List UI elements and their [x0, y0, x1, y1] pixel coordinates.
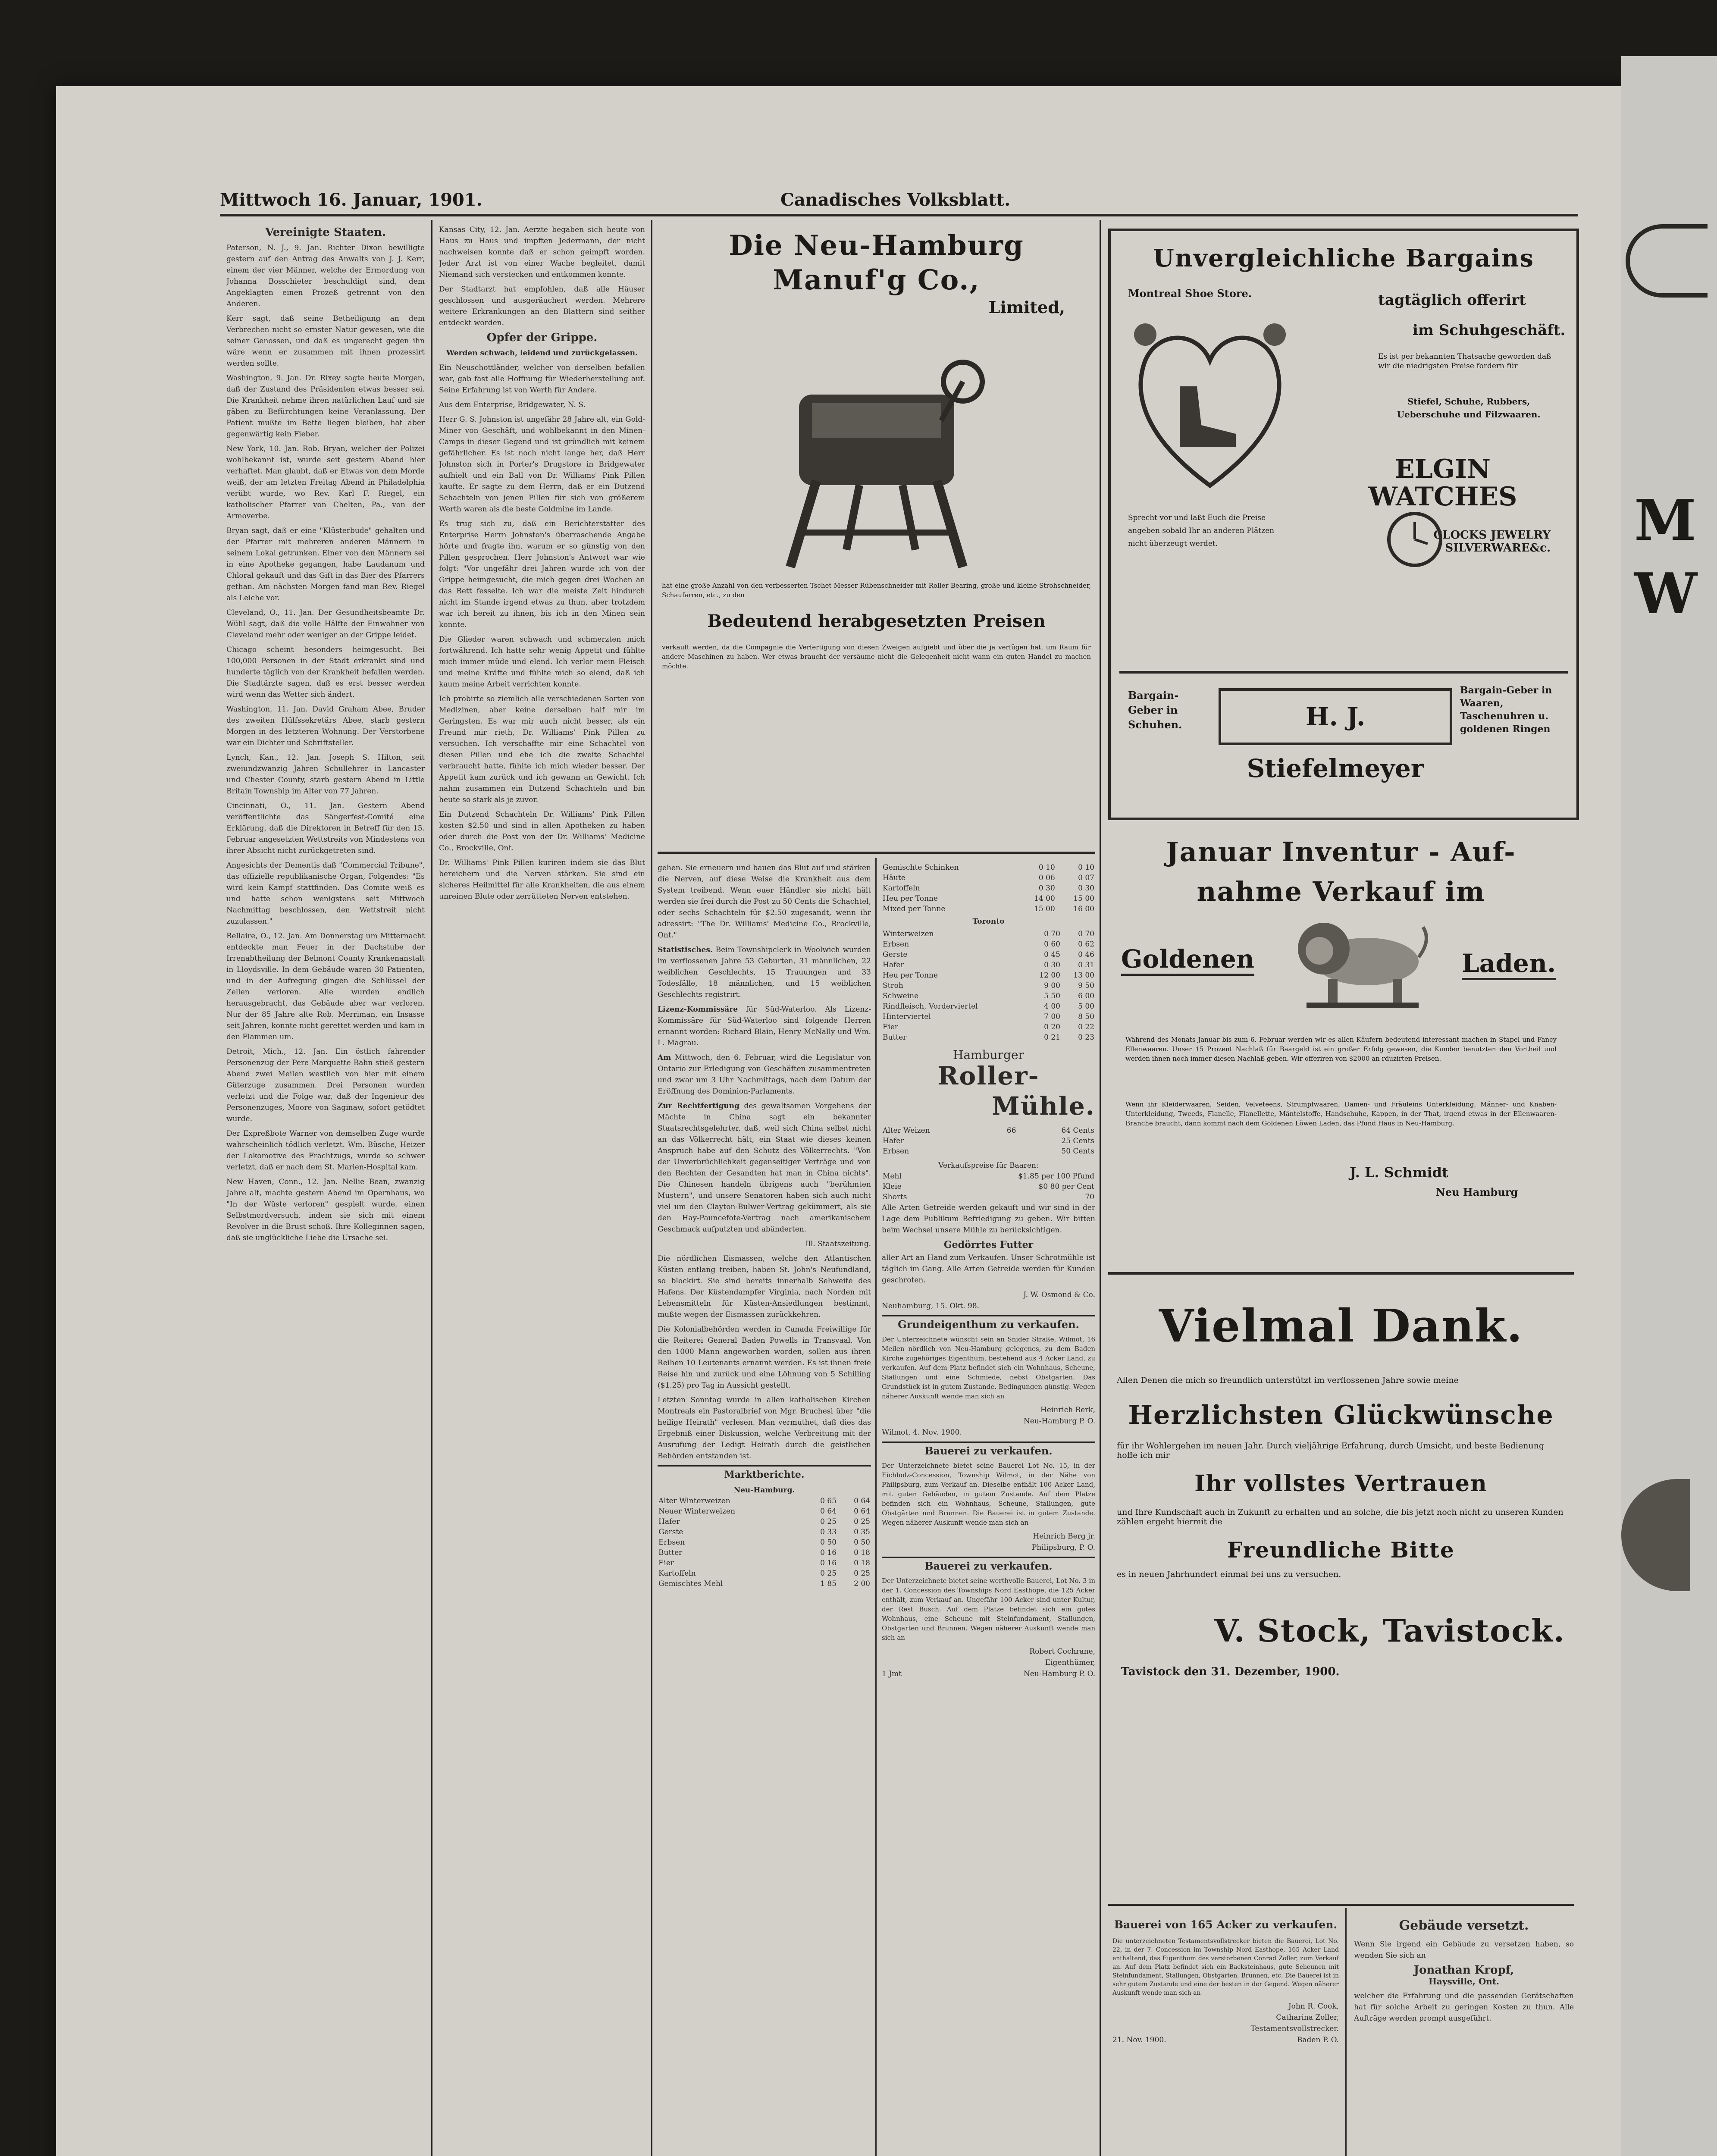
newspaper-title: Canadisches Volksblatt.	[780, 190, 1011, 210]
leg	[846, 485, 859, 550]
toronto-price-row	[882, 929, 1095, 939]
toronto-price-label: Heu per Tonne	[883, 971, 938, 980]
bargains-title: Unvergleichliche Bargains	[1153, 244, 1534, 273]
price-value: 14 00	[1034, 894, 1055, 903]
edge-letter: M	[1634, 487, 1696, 553]
toronto-price-label: Winterweizen	[883, 930, 934, 938]
market-row	[658, 1537, 871, 1548]
edge-letter: W	[1634, 561, 1697, 627]
market-value: 0 50	[820, 1538, 837, 1547]
price-value: 16 00	[1073, 905, 1094, 913]
toronto-price-row	[882, 1022, 1095, 1032]
store-name: Montreal Shoe Store.	[1128, 287, 1252, 300]
toronto-price-value: 0 21	[1044, 1033, 1060, 1042]
building-text: Wenn Sie irgend ein Gebäude zu versetzen haben, so wenden Sie sich an	[1354, 1940, 1574, 1960]
toronto-price-row	[882, 960, 1095, 970]
news-item: New York, 10. Jan. Rob. Bryan, welcher der Polizei wohlbekannt ist, wurde seit gestern Abend hier verhaftet. Man glaubt, daß er Etwas von dem Morde weiß, der am letzten Freitag Abend in Philadelphia verübt wurde, wo Rev. Karl F. Riegel, ein katholischer Pfarrer von Chelten, Pa., von der Armoverbe.	[226, 445, 425, 520]
toronto-price-value: 5 00	[1078, 1002, 1094, 1011]
article-para: Die Glieder waren schwach und schmerzten mich fortwährend. Ich hatte sehr wenig Appetit und fühlte mich immer müde und elend. Ich verlor mein Fleisch und meine Kräfte und fühlte mich so elend, daß ich kaum meine Arbeit verrichten konnte.	[439, 635, 645, 689]
item-text: Beim Townshipclerk in Woolwich wurden im verflossenen Jahre 53 Geburten, 31 männlichen, 22 weiblichen Geschlechts, 15 Trauungen und 33 Todesfälle, 18 männlichen, und 15 weiblichen Geschlechts registrirt.	[658, 946, 871, 999]
boot-icon	[1180, 386, 1236, 447]
price-value: 15 00	[1034, 905, 1055, 913]
column-1	[226, 224, 425, 2156]
thanks-date: Tavistock den 31. Dezember, 1900.	[1121, 1665, 1340, 1678]
toronto-price-value: 4 00	[1044, 1002, 1060, 1011]
merchant-signature: V. Stock, Tavistock.	[1214, 1612, 1565, 1649]
bargains-rule	[1119, 671, 1568, 674]
mill-purchase-table	[882, 1125, 1095, 1156]
price-value: 0 10	[1078, 863, 1094, 872]
market-row	[658, 1558, 871, 1568]
mill-sale-value: $0 80 per Cent	[1038, 1182, 1094, 1191]
news-item: Detroit, Mich., 12. Jan. Ein östlich fahrender Personenzug der Pere Marquette Bahn stieß gestern Abend zwei Meilen westlich von hier mit einem Güterzuge zusammen. Drei Personen wurden verletzt und die Folge war, daß der Ingenieur des Personenzuges, Moore von Saginaw, sofort getödtet wurde.	[226, 1047, 425, 1123]
farm-165-place: Baden P. O.	[1297, 2036, 1339, 2044]
thanks-line-3: und Ihre Kundschaft auch in Zukunft zu erhalten und an solche, die bis jetzt noch nicht zu unseren Kunden zählen ergeht hiermit die	[1117, 1507, 1563, 1526]
news-item: Die Kolonialbehörden werden in Canada Freiwillige für die Reiterei General Baden Powells in Transvaal. Von den 1000 Mann angeworben worden, sollen aus ihren Reihen 10 Leutenants ernannt werden. Es ist ihnen freie Reise hin und zurück und eine Löhnung von 5 Schilling ($1.25) pro Tag in Aussicht gestellt.	[658, 1325, 871, 1390]
price-row	[882, 883, 1095, 893]
mill-price-value: 50 Cents	[1061, 1147, 1094, 1156]
farm-date-2: 1 Jmt	[882, 1670, 902, 1678]
toronto-price-label: Eier	[883, 1023, 899, 1031]
land-signature: Heinrich Berk,	[1040, 1406, 1095, 1414]
mill-price-row	[882, 1125, 1095, 1136]
toronto-price-label: Schweine	[883, 992, 919, 1000]
toronto-price-label: Gerste	[883, 950, 908, 959]
mill-price-value	[992, 1136, 1017, 1146]
news-item: Kerr sagt, daß seine Betheiligung an dem Verbrechen nicht so ernster Natur gewesen, wie die seiner Genossen, und daß es ungerecht gegen ihn wäre wenn er zusammen mit ihnen prozessirt werden sollte.	[226, 314, 425, 368]
item-heading: Zur Rechtfertigung	[658, 1102, 740, 1110]
masthead-rule	[220, 214, 1578, 216]
ad-description: hat eine große Anzahl von den verbesserten Tschet Messer Rübenschneider mit Roller Bearing, große und kleine Strohschneider, Schaufarren, etc., zu den	[662, 582, 1091, 599]
market-row	[658, 1527, 871, 1537]
article-para: Es trug sich zu, daß ein Berichterstatter des Enterprise Herrn Johnston's überraschende Angabe hörte und fragte ihn, warum er so günstig von den Pillen gesprochen. Herr Johnston's Antwort war wie folgt: "Vor ungefähr drei Jahren wurde ich von der Grippe heimgesucht, die mich gegen drei Wochen an das Bett fesselte. Ich war die meiste Zeit hindurch nicht im Stande irgend etwas zu thun, aber trotzdem war ich bereit zu ihnen, bis ich in den Minen sein konnte.	[439, 520, 645, 629]
mill-heading: Gedörrtes Futter	[943, 1239, 1034, 1250]
article-para: Ein Dutzend Schachteln Dr. Williams' Pink Pillen kosten $2.50 und sind in allen Apotheken zu haben oder durch die Post von der Dr. Williams' Medicine Co., Brockville, Ont.	[439, 810, 645, 852]
column-4	[882, 862, 1095, 2156]
mill-price-value: 25 Cents	[1061, 1137, 1094, 1145]
market-row	[658, 1517, 871, 1527]
section-heading: Opfer der Grippe.	[486, 331, 598, 344]
farm-place: Philipsburg, P. O.	[1031, 1543, 1095, 1552]
price-value: 0 30	[1038, 884, 1055, 893]
toronto-price-value: 0 62	[1078, 940, 1094, 949]
request-headline: Freundliche Bitte	[1227, 1537, 1455, 1563]
mill-sale-heading: Verkaufspreise für Baaren:	[938, 1161, 1039, 1170]
farm-165-title: Bauerei von 165 Acker zu verkaufen.	[1114, 1918, 1338, 1931]
column-2	[439, 224, 645, 2156]
market-row	[658, 1496, 871, 1506]
column-rule	[875, 858, 877, 2156]
building-title: Gebäude versetzt.	[1399, 1918, 1529, 1933]
building-moving-ad	[1354, 1915, 1574, 2156]
land-place: Neu-Hamburg P. O.	[1023, 1417, 1095, 1426]
column-rule	[1345, 1908, 1347, 2156]
market-row	[658, 1548, 871, 1558]
market-value: 0 50	[854, 1538, 870, 1547]
market-label: Neuer Winterweizen	[658, 1507, 736, 1516]
price-label: Kartoffeln	[883, 884, 920, 893]
wishes-headline: Herzlichsten Glückwünsche	[1128, 1400, 1554, 1430]
toronto-price-value: 0 46	[1078, 950, 1094, 959]
mill-sale-row	[882, 1192, 1095, 1202]
toronto-price-value: 9 50	[1078, 981, 1094, 990]
mill-text-2: aller Art an Hand zum Verkaufen. Unser Schrotmühle ist täglich im Gang. Alle Arten Getreide werden für Kunden geschroten.	[882, 1253, 1095, 1285]
market-heading: Marktberichte.	[658, 1465, 871, 1480]
toronto-heading: Toronto	[972, 917, 1005, 926]
market-value: 0 33	[820, 1528, 837, 1536]
price-row	[882, 873, 1095, 883]
inventory-text: Während des Monats Januar bis zum 6. Februar werden wir es allen Käufern bedeutend interessant machen in Stapel und Fancy Ellenwaaren. Unser 15 Prozent Nachlaß für Baargeld ist ein großer Erfolg gewesen, die Kunden benutzten den Vortheil und werden ihnen noch immer diesen Nachlaß geben. Wir offeriren von $2000 an rduzirten Preisen.	[1125, 1036, 1557, 1062]
price-value: 0 07	[1078, 874, 1094, 882]
lion-leg	[1393, 979, 1402, 1005]
news-item: Der Expreßbote Warner von demselben Zuge wurde wahrscheinlich tödlich verletzt. Wm. Büsche, Heizer der Lokomotive des Frachtzugs, wurde so schwer verletzt, daß er nach dem St. Marien-Hospital kam.	[226, 1129, 425, 1172]
mill-text: Alle Arten Getreide werden gekauft und wir sind in der Lage dem Publikum Befriedigung zu geben. Wir bitten beim Wechsel unsere Mühle zu berücksichtigen.	[882, 1203, 1095, 1235]
toronto-price-value: 0 30	[1044, 961, 1060, 969]
toronto-price-value: 0 60	[1044, 940, 1060, 949]
market-value: 0 18	[854, 1548, 870, 1557]
lion-pedestal	[1307, 1003, 1419, 1008]
thanks-ad	[1108, 1285, 1574, 1889]
price-label: Häute	[883, 874, 905, 882]
toronto-price-value: 0 22	[1078, 1023, 1094, 1031]
toronto-price-row	[882, 981, 1095, 991]
item-heading: Lizenz-Kommissäre	[658, 1005, 738, 1014]
golden-word: Goldenen	[1121, 944, 1254, 976]
toronto-price-value: 8 50	[1078, 1012, 1094, 1021]
news-item: Kansas City, 12. Jan. Aerzte begaben sich heute von Haus zu Haus und impften Jedermann, der nicht nachweisen konnte daß er schon geimpft worden. Jeder Arzt ist von einer Wache begleitet, damit Niemand sich verstecken und entkommen konnte.	[439, 226, 645, 279]
subheading: Werden schwach, leidend und zurückgelassen.	[446, 349, 638, 357]
golden-lion-illustration	[1289, 914, 1432, 1013]
source-credit: Ill. Staatszeitung.	[805, 1240, 871, 1248]
thanks-line: Allen Denen die mich so freundlich unterstützt im verflossenen Jahre sowie meine	[1117, 1376, 1459, 1385]
mill-sale-value: $1.85 per 100 Pfund	[1018, 1172, 1094, 1181]
elgin-watches-logo: ELGIN WATCHES	[1368, 454, 1517, 512]
company-limited: Limited,	[988, 298, 1065, 317]
toronto-price-value: 0 45	[1044, 950, 1060, 959]
market-label: Eier	[658, 1559, 674, 1567]
news-item: Paterson, N. J., 9. Jan. Richter Dixon bewilligte gestern auf den Antrag des Anwalts von J. J. Kerr, einem der vier Männer, welche der Ermordung von Johanna Bosschieter beschuldigt sind, dem Angeklagten einen Prozeß getrennt von den Anderen.	[226, 244, 425, 308]
land-text: Der Unterzeichnete wünscht sein an Snider Straße, Wilmot, 16 Meilen nördlich von Neu-Hamburg gelegenes, zu dem Baden Kirche zugehöriges Eigenthum, bestehend aus 4 Acker Land, zu verkaufen. Auf dem Platz befindet sich ein Wohnhaus, Scheune, Stallungen und eine Schmiede, nebst Obstgarten. Das Grundstück ist in gutem Zustande. Bedingungen günstig. Wegen näherer Auskunft wende man sich an	[882, 1335, 1095, 1400]
column-rule	[1100, 220, 1101, 2156]
thanks-line-4: es in neuen Jahrhundert einmal bei uns zu versuchen.	[1117, 1570, 1341, 1579]
price-label: Heu per Tonne	[883, 894, 938, 903]
farm-heading: Bauerei zu verkaufen.	[882, 1442, 1095, 1457]
item-heading: Statistisches.	[658, 946, 713, 954]
land-heading: Grundeigenthum zu verkaufen.	[882, 1315, 1095, 1330]
market-label: Gerste	[658, 1528, 683, 1536]
item-text: Mittwoch, den 6. Februar, wird die Legislatur von Ontario zur Erledigung von Geschäften zusammentreten und zwar um 3 Uhr Nachmittags, nach dem Datum der Eröffnung des Dominion-Parlaments.	[658, 1053, 871, 1096]
market-label: Hafer	[658, 1517, 680, 1526]
toronto-price-row	[882, 1032, 1095, 1043]
watches-label: Bargain-Geber in Waaren, Taschenuhren u. goldenen Ringen	[1460, 685, 1552, 735]
inventory-place: Neu Hamburg	[1436, 1186, 1518, 1198]
market-value: 2 00	[854, 1579, 870, 1588]
news-item: Die nördlichen Eismassen, welche den Atlantischen Küsten entlang treiben, haben St. John's Neufundland, so blockirt. Sie sind bereits innerhalb Sehweite des Hafens. Der Küstendampfer Virginia, nach Norden mit Lebensmitteln für Küsten-Ansiedlungen bestimmt, mußte wegen der Eismassen zurückkehren.	[658, 1254, 871, 1319]
news-item: Letzten Sonntag wurde in allen katholischen Kirchen Montreals ein Pastoralbrief von Mgr. Bruchesi über "die heilige Heirath" verlesen. Man vermuthet, daß dies das Ergebniß einer Diskussion, welche Verbreitung mit der Ausrufung der Ledigt Heirath durch die geistlichen Behörden entstanden ist.	[658, 1396, 871, 1460]
farm-165-date: 21. Nov. 1900.	[1112, 2036, 1166, 2044]
news-item: Washington, 9. Jan. Dr. Rixey sagte heute Morgen, daß der Zustand des Präsidenten etwas besser sei. Die Krankheit nehme ihren natürlichen Lauf und sie gäben zu Befürchtungen keine Veranlassung. Der Patient mußte im Bette liegen bleiben, hat aber gegenwärtig kein Fieber.	[226, 374, 425, 439]
price-row	[882, 904, 1095, 914]
lion-tail	[1419, 927, 1426, 957]
mill-price-label: Hafer	[883, 1137, 904, 1145]
ad-rule	[658, 852, 1095, 854]
price-value: 0 06	[1038, 874, 1055, 882]
bargains-tagline-2: im Schuhgeschäft.	[1413, 322, 1566, 339]
market-value: 0 64	[820, 1507, 837, 1516]
column-3	[658, 862, 871, 2156]
issue-date: Mittwoch 16. Januar, 1901.	[220, 190, 483, 210]
toronto-price-row	[882, 950, 1095, 960]
price-value: 0 30	[1078, 884, 1094, 893]
hopper-top	[812, 403, 941, 438]
market-value: 1 85	[820, 1579, 837, 1588]
toronto-price-value: 13 00	[1073, 971, 1094, 980]
edge-illustration	[1621, 1479, 1690, 1591]
toronto-price-value: 0 70	[1078, 930, 1094, 938]
beet-cutter-illustration	[760, 334, 993, 576]
toronto-price-value: 0 23	[1078, 1033, 1094, 1042]
toronto-price-value: 0 70	[1044, 930, 1060, 938]
mover-name: Jonathan Kropf,	[1413, 1964, 1514, 1977]
news-item: Washington, 11. Jan. David Graham Abee, Bruder des zweiten Hülfssekretärs Abee, starb gestern Morgen in des letzteren Wohnung. Der Verstorbene war ein Dichter und Schriftsteller.	[226, 705, 425, 747]
market-value: 0 25	[820, 1569, 837, 1578]
inventory-sale-ad	[1108, 832, 1574, 1285]
farm-signature: Heinrich Berg jr.	[1033, 1532, 1095, 1541]
section-heading: Vereinigte Staaten.	[265, 226, 386, 239]
mill-price-value: 64 Cents	[1061, 1126, 1094, 1135]
shoes-label: Bargain-Geber in Schuhen.	[1128, 689, 1182, 731]
thanks-title: Vielmal Dank.	[1159, 1299, 1523, 1352]
toronto-price-label: Rindfleisch, Vorderviertel	[883, 1002, 978, 1011]
market-value: 0 25	[854, 1569, 870, 1578]
pocket-watch-illustration	[1382, 507, 1447, 572]
price-label: Mixed per Tonne	[883, 905, 946, 913]
mill-price-value	[992, 1146, 1017, 1156]
farm-role-2: Eigenthümer,	[1045, 1658, 1095, 1667]
article-para: Ein Neuschottländer, welcher von derselben befallen war, gab fast alle Hoffnung für Wiederherstellung auf. Seine Erfahrung ist von Werth für Andere.	[439, 364, 645, 395]
item-text: des gewaltsamen Vorgehens der Mächte in China sagt ein bekannter Staatsrechtsgelehrter, daß, weil sich China selbst nicht an das Völkerrecht hält, ein Staat wie dieses keinen Anspruch habe auf den Schutz des Völkerrechts. "Von der Unverbrüchlichkeit gegenseitiger Verträge und von den Rechten der Gesandten hat man in China nichts". Die Chinesen handeln übrigens auch "berühmten Mustern", und unsere Senatoren haben sich auch nicht viel um den Clayton-Bulwer-Vertrag gekümmert, als sie den Hay-Pauncefote-Vertrag nach amerikanischem Geschmack aufputzten und abänderten.	[658, 1102, 871, 1234]
farm-text: Der Unterzeichnete bietet seine Bauerei Lot No. 15, in der Eichholz-Concession, Township Wilmot, in der Nähe von Philipsburg, zum Verkauf an. Dieselbe enthält 100 Acker Land, mit guten Gebäuden, in gutem Zustande. Auf dem Platze befinden sich ein Wohnhaus, Scheune, Stallungen, gute Obstgärten und Brunnen. Die Bauerei ist in gutem Zustande. Wegen näherer Auskunft wende man sich an	[882, 1462, 1095, 1526]
market-subheading: Neu-Hamburg.	[733, 1486, 795, 1495]
price-label: Gemischte Schinken	[883, 863, 959, 872]
mill-prefix: Hamburger	[953, 1048, 1024, 1062]
toronto-price-value: 5 50	[1044, 992, 1060, 1000]
leg	[790, 481, 816, 567]
edge-ornament	[1626, 224, 1708, 298]
toronto-price-value: 0 20	[1044, 1023, 1060, 1031]
mill-sale-label: Shorts	[883, 1193, 907, 1201]
market-table	[658, 1496, 871, 1589]
mill-signature: J. W. Osmond & Co.	[1023, 1291, 1095, 1299]
store-word: Laden.	[1462, 949, 1556, 980]
market-label: Erbsen	[658, 1538, 685, 1547]
inventory-title: Januar Inventur - Auf-	[1166, 836, 1516, 868]
inventory-signature: J. L. Schmidt	[1350, 1164, 1448, 1181]
farm-165-text: Die unterzeichneten Testamentsvollstrecker bieten die Bauerei, Lot No. 22, in der 7. Concession im Township Nord Easthope, 165 Acker Land enthaltend, das Eigenthum des verstorbenen Conrad Zoller, zum Verkauf an. Auf dem Platz befindet sich ein Backsteinhaus, gute Scheunen mit Steinfundament, Stallungen, Obstgärten, Brunnen, etc. Die Bauerei ist in sehr gutem Zustande und eine der besten in der Gegend. Wegen näherer Auskunft wende man sich an	[1112, 1938, 1339, 1996]
toronto-price-row	[882, 1001, 1095, 1012]
article-para: gehen. Sie erneuern und bauen das Blut auf und stärken die Nerven, auf diese Weise die Krankheit aus dem System treibend. Wenn euer Händler sie nicht hält werden sie frei durch die Post zu 50 Cents die Schachtel, oder sechs Schachteln für $2.50 zugesandt, wenn ihr adressirt: "The Dr. Williams' Medicine Co., Brockville, Ont."	[658, 864, 871, 940]
newspaper-page	[56, 86, 1626, 2156]
ad-description-2: verkauft werden, da die Compagnie die Verfertigung von diesen Zweigen aufgiebt und über die ja verfügen hat, um Raum für andere Maschinen zu haben. Wer etwas braucht der versäume nicht die Gelegenheit nicht wann ein guten Handel zu machen möchte.	[662, 643, 1091, 670]
mill-sale-row	[882, 1171, 1095, 1181]
mill-price-row	[882, 1136, 1095, 1146]
column-rule	[431, 220, 432, 2156]
price-value: 0 10	[1038, 863, 1055, 872]
heart-shoe-illustration	[1128, 309, 1292, 498]
item-text: für Süd-Waterloo. Als Lizenz-Kommissäre für Süd-Waterloo sind folgende Herren ernannt worden: Richard Blain, Henry McNally und Wm. L. Magrau.	[658, 1005, 871, 1047]
ad-rule	[1108, 1272, 1574, 1275]
market-label: Butter	[658, 1548, 683, 1557]
lion-head	[1306, 937, 1333, 965]
bargains-text-2: Sprecht vor und laßt Euch die Preise angeben sobald Ihr an anderen Plätzen nicht überzeugt werdet.	[1128, 514, 1275, 548]
inventory-text-2: Wenn ihr Kleiderwaaren, Seiden, Velveteens, Strumpfwaaren, Damen- und Fräuleins Unterkleidung, Männer- und Knaben-Unterkleidung, Tweeds, Flanelle, Flanellette, Mäntelstoffe, Handschuhe, Kappen, in der That, irgend etwas in der Ellenwaaren-Branche braucht, dann kommt nach dem Goldenen Löwen Laden, das Pfund Haus in Neu-Hamburg.	[1125, 1100, 1557, 1127]
toronto-price-label: Erbsen	[883, 940, 909, 949]
market-label: Kartoffeln	[658, 1569, 696, 1578]
toronto-table	[882, 929, 1095, 1043]
farm-165-role: Testamentsvollstrecker.	[1250, 2024, 1339, 2033]
market-row	[658, 1506, 871, 1517]
inventory-title-2: nahme Verkauf im	[1197, 876, 1485, 907]
column-rule	[651, 220, 652, 2156]
figure-head	[1134, 323, 1156, 346]
farm-signature-2: Robert Cochrane,	[1029, 1647, 1095, 1656]
leg	[937, 481, 963, 567]
lion-leg	[1328, 979, 1338, 1005]
market-value: 0 35	[854, 1528, 870, 1536]
price-row	[882, 893, 1095, 904]
market-value: 0 25	[820, 1517, 837, 1526]
toronto-price-value: 0 31	[1078, 961, 1094, 969]
toronto-price-value: 12 00	[1039, 971, 1060, 980]
farm-place-2: Neu-Hamburg P. O.	[1023, 1670, 1095, 1678]
farm-text-2: Der Unterzeichnete bietet seine werthvolle Bauerei, Lot No. 3 in der 1. Concession des Townships Nord Easthope, die 125 Acker enthält, zum Verkauf an. Ungefähr 100 Acker sind unter Kultur, der Rest Busch. Auf dem Platze befindet sich ein gutes Wohnhaus, eine Scheune mit Steinfundament, Stallungen, Obstgarten und Brunnen. Wegen näherer Auskunft wende man sich an	[882, 1577, 1095, 1642]
watch-hand	[1415, 539, 1428, 544]
toronto-price-label: Butter	[883, 1033, 907, 1042]
toronto-price-value: 7 00	[1044, 1012, 1060, 1021]
mill-price-label: Alter Weizen	[883, 1126, 930, 1135]
price-value: 15 00	[1073, 894, 1094, 903]
mill-price-row	[882, 1146, 1095, 1156]
news-item: Bryan sagt, daß er eine "Klüsterbude" gehalten und der Pfarrer mit mehreren anderen Männern in seinem Lokal getrunken. Einer von den Männern sei in eine Apotheke gegangen, habe Laudanum und Chloral gekauft und das Gift in das Bier des Pfarrers gethan. Am nächsten Morgen fand man Rev. Riegel als Leiche vor.	[226, 526, 425, 602]
market-row	[658, 1568, 871, 1579]
toronto-price-row	[882, 939, 1095, 950]
mill-sale-value: 70	[1085, 1193, 1094, 1201]
news-item: Chicago scheint besonders heimgesucht. Bei 100,000 Personen in der Stadt erkrankt sind und hunderte täglich von der Krankheit befallen werden. Die Stadtärzte sagen, daß es erst besser werden wird wenn das Wetter sich ändert.	[226, 646, 425, 699]
mill-title-2: Mühle.	[992, 1091, 1095, 1121]
mill-price-value: 66	[1006, 1126, 1016, 1135]
heart-icon	[1141, 338, 1279, 486]
market-value: 0 16	[820, 1548, 837, 1557]
building-text-2: welcher die Erfahrung und die passenden Gerätschaften hat für solche Arbeit zu geringen Kosten zu thun. Alle Aufträge werden prompt ausgeführt.	[1354, 1992, 1574, 2023]
price-headline: Bedeutend herabgesetzten Preisen	[707, 611, 1046, 631]
elgin-subtitle: CLOCKS JEWELRY SILVERWARE&c.	[1433, 529, 1551, 555]
news-item: Angesichts der Dementis daß "Commercial Tribune", das offizielle republikanische Organ, Folgendes: "Es wird kein Kampf stattfinden. Das Comite weiß es und hatte schon wenigstens seit Mittwoch Nachmittag beschlossen, den Wettstreit nicht zuzulassen."	[226, 861, 425, 926]
bargains-items: Stiefel, Schuhe, Rubbers, Ueberschuhe und Filzwaaren.	[1397, 396, 1541, 420]
market-value: 0 64	[854, 1497, 870, 1505]
mill-sale-label: Kleie	[883, 1182, 902, 1191]
farm-165-signature-2: Catharina Zoller,	[1276, 2013, 1339, 2022]
bargains-ad	[1108, 229, 1579, 820]
news-item: New Haven, Conn., 12. Jan. Nellie Bean, zwanzig Jahre alt, machte gestern Abend im Opernhaus, wo "In der Wüste verloren" gespielt wurde, einen Selbstmordversuch, indem sie sich mit einem Revolver in die Brust schoß. Ihre Kolleginnen sagen, daß sie unglückliche Liebe die Ursache sei.	[226, 1178, 425, 1242]
news-item: Cleveland, O., 11. Jan. Der Gesundheitsbeamte Dr. Wühl sagt, daß die volle Hälfte der Einwohner von Cleveland mehr oder weniger an der Grippe leidet.	[226, 608, 425, 639]
merchant-name: H. J. Stiefelmeyer	[1219, 688, 1452, 745]
market-label: Alter Winterweizen	[658, 1497, 730, 1505]
toronto-price-value: 6 00	[1078, 992, 1094, 1000]
market-value: 0 25	[854, 1517, 870, 1526]
market-value: 0 18	[854, 1559, 870, 1567]
news-item: Der Stadtarzt hat empfohlen, daß alle Häuser geschlossen und ausgeräuchert werden. Mehrere weitere Erkrankungen an den Blattern sind seither entdeckt worden.	[439, 285, 645, 327]
mill-sale-label: Mehl	[883, 1172, 902, 1181]
ad-rule	[1108, 1904, 1574, 1906]
item-heading: Am	[658, 1053, 671, 1062]
mill-date: Neuhamburg, 15. Okt. 98.	[882, 1302, 980, 1310]
mill-sale-row	[882, 1181, 1095, 1192]
adjacent-page-edge	[1621, 56, 1717, 2156]
article-para: Ich probirte so ziemlich alle verschiedenen Sorten von Medizinen, aber keine derselben half mir im Geringsten. Es war mir auch nicht besser, als ein Freund mir rieth, Dr. Williams' Pink Pillen zu versuchen. Ich verschaffte mir eine Schachtel von diesen Pillen und ehe ich die zweite Schachtel verbraucht hatte, fühlte ich mich wieder besser. Der Appetit kam zurück und ich gewann an Gewicht. Ich nahm zusammen ein Dutzend Schachteln und bin heute so stark als je zuvor.	[439, 695, 645, 804]
toronto-price-row	[882, 970, 1095, 981]
farm-heading-2: Bauerei zu verkaufen.	[882, 1557, 1095, 1572]
market-value: 0 64	[854, 1507, 870, 1516]
market-value: 0 65	[820, 1497, 837, 1505]
news-item: Cincinnati, O., 11. Jan. Gestern Abend veröffentlichte das Sängerfest-Comité eine Erklärung, daß die Direktoren in Betreff für den 15. Februar angesetzten Wettstreits von Mindestens von ihrer Absicht nicht zurückgetreten sind.	[226, 802, 425, 855]
toronto-price-label: Hafer	[883, 961, 904, 969]
toronto-price-label: Hinterviertel	[883, 1012, 931, 1021]
mover-place: Haysville, Ont.	[1429, 1976, 1499, 1987]
article-para: Herr G. S. Johnston ist ungefähr 28 Jahre alt, ein Gold-Miner von Geschäft, und wohlbekannt in den Minen-Camps in dieser Gegend und ist gründlich mit keinem gefährlicher. Es ist noch nicht lange her, daß Herr Johnston sich in Porter's Drugstore in Bridgewater aufhielt und ein Ball von Dr. Williams' Pink Pillen kaufte. Er sagte zu dem Herrn, daß er ein Dutzend Schachteln von jenen Pillen für sich von größerem Werth waren als die beste Goldmine im Lande.	[439, 415, 645, 514]
article-para: Aus dem Enterprise, Bridgewater, N. S.	[439, 401, 586, 409]
trust-headline: Ihr vollstes Vertrauen	[1194, 1470, 1488, 1497]
mill-sale-table	[882, 1171, 1095, 1202]
bargains-text: Es ist per bekannten Thatsache geworden daß wir die niedrigsten Preise fordern für	[1378, 352, 1551, 370]
toronto-price-value: 9 00	[1044, 981, 1060, 990]
toronto-price-row	[882, 1012, 1095, 1022]
toronto-price-row	[882, 991, 1095, 1001]
mill-title: Roller-	[937, 1061, 1040, 1091]
market-value: 0 16	[820, 1559, 837, 1567]
news-item: Bellaire, O., 12. Jan. Am Donnerstag um Mitternacht entdeckte man Feuer in der Dachstube der Irrenabtheilung der Belmont County Krankenanstalt in Lloydsville. In dem Gebäude waren 30 Patienten, und in der Aufregung gingen die Schlüssel der Zellen verloren. Alle wurden endlich herausgebracht, das Gebäude aber war verloren. Nur der 85 Jahre alte Rob. Merriman, ein Insasse seit Jahren, konnte nicht gerettet werden und kam in den Flammen um.	[226, 932, 425, 1041]
market-row	[658, 1579, 871, 1589]
mill-price-label: Erbsen	[883, 1147, 909, 1156]
thanks-line-2: für ihr Wohlergehen im neuen Jahr. Durch vieljährige Erfahrung, durch Umsicht, und beste Bedienung hoffe ich mir	[1117, 1441, 1545, 1460]
company-name: Die Neu-Hamburg Manuf'g Co.,	[729, 229, 1024, 296]
land-date: Wilmot, 4. Nov. 1900.	[882, 1428, 962, 1437]
price-row	[882, 862, 1095, 873]
market-label: Gemischtes Mehl	[658, 1579, 723, 1588]
manufacturing-ad	[658, 224, 1095, 854]
farm-165-signature: John R. Cook,	[1288, 2002, 1339, 2011]
price-table	[882, 862, 1095, 914]
leg	[902, 485, 915, 550]
news-item: Lynch, Kan., 12. Jan. Joseph S. Hilton, seit zweiundzwanzig Jahren Schullehrer in Lancaster und Chester County, starb gestern Abend in Little Britain Township im Alter von 77 Jahren.	[226, 753, 425, 796]
figure-head	[1263, 323, 1286, 346]
farm-165-ad	[1112, 1915, 1339, 2156]
toronto-price-label: Stroh	[883, 981, 903, 990]
bargains-tagline: tagtäglich offerirt	[1378, 291, 1526, 309]
article-para: Dr. Williams' Pink Pillen kuriren indem sie das Blut bereichern und die Nerven stärken. Sie sind ein sicheres Heilmittel für alle Krankheiten, die aus einem unreinen Blute oder zerrütteten Nerven entstehen.	[439, 859, 645, 901]
